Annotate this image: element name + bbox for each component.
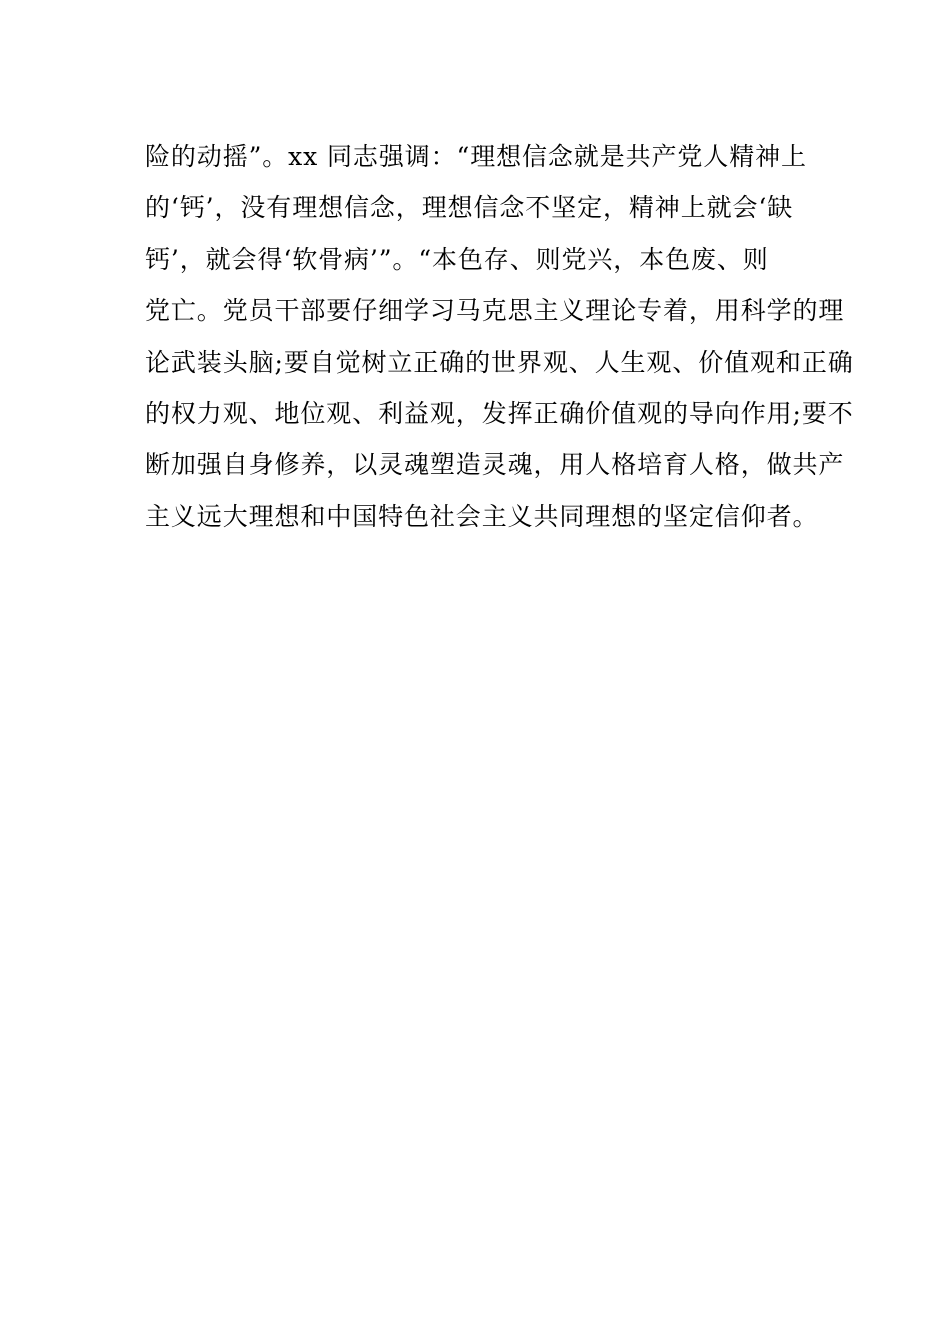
body-paragraph [145,131,854,542]
text-line: 钙’，就会得‘软骨病’”。“本色存、则党兴，本色废、则 [145,244,769,274]
text-line: 的权力观、地位观、利益观，发挥正确价值观的导向作用;要不 [145,398,854,428]
text-line: 断加强自身修养，以灵魂塑造灵魂，用人格培育人格，做共产 [145,450,845,480]
text-line: 的‘钙’，没有理想信念，理想信念不坚定，精神上就会‘缺 [145,193,794,223]
text-line: 险的动摇”。xx 同志强调：“理想信念就是共产党人精神上 [145,142,807,171]
text-line: 论武装头脑;要自觉树立正确的世界观、人生观、价值观和正确 [145,347,854,377]
text-line: 主义远大理想和中国特色社会主义共同理想的坚定信仰者。 [145,501,819,531]
text-line: 党亡。党员干部要仔细学习马克思主义理论专着，用科学的理 [145,296,845,326]
